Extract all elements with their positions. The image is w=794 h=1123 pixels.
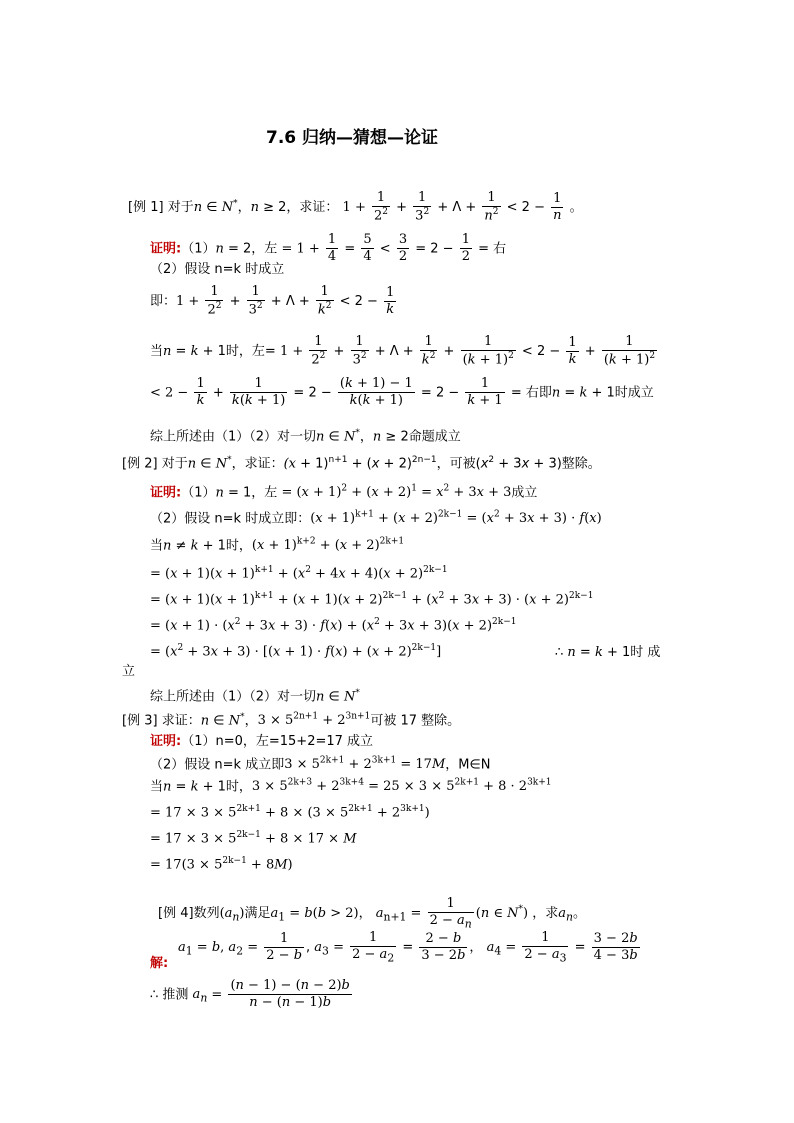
example2-hypothesis: （2）假设 n=k 时成立即：$(x + 1)^{k+1} + (x + 2)^{2k-1} = (x^2 + 3x + 3) \cdot f(x)$	[150, 510, 602, 527]
example2-line1: = $(x + 1)(x + 1)^{k+1} + (x^2 + 4x + 4)(x + 2)^{2k-1}$	[150, 565, 448, 582]
example1-conclusion: 综上所述由（1）（2）对一切n ∈ N*，n ≥ 2命题成立	[150, 428, 461, 445]
example2-step3: 当n ≠ k + 1时，$(x + 1)^{k+2} + (x + 2)^{2k+1}$	[150, 537, 405, 554]
example2-step1: 证明:（1）n = 1，左 = $(x + 1)^2 + (x + 2)^1 = x^2 + 3x + 3$成立	[150, 484, 538, 501]
example2-line3: = $(x + 1) \cdot (x^2 + 3x + 3) \cdot f(x) + (x^2 + 3x + 3)(x + 2)^{2k-1}$	[150, 617, 517, 634]
example4-question: [例 4]数列$(a_n)$满足$a_1 = b(b > 2)$， $a_{n+1}$ = $\frac{1}{2 - a_n}$ (n ∈ N*) ，求$a_n$。	[158, 896, 586, 931]
example2-line-wrap: 立	[122, 664, 136, 679]
example1-step4: < 2 − $\frac{1}{k}$ + $\frac{1}{k(k + 1)}$ = 2 − $\frac{(k + 1) - 1}{k(k + 1)}$ = 2 − $\frac{1}{k + 1}$ = 右即n = k + 1时成立	[150, 376, 654, 409]
example1-hypothesis-formula: 即：1 + $\frac{1}{2^2}$ + $\frac{1}{3^2}$ + Λ + $\frac{1}{k^2}$ < 2 − $\frac{1}{k}$	[150, 284, 395, 318]
example4-terms: $a_1 = b$, $a_2$ = $\frac{1}{2 - b}$ , $a_3$ = $\frac{1}{2 - a_2}$ = $\frac{2 - b}{3 - 2b}$ ， $a_4$ = $\frac{1}{2 - a_3}$ = $\frac{3 - 2b}{4 - 3b}$	[178, 930, 638, 965]
example2-question: [例 2] 对于n ∈ N*，求证：$(x + 1)^{n+1} + (x + 2)^{2n-1}$，可被$(x^2 + 3x + 3)$整除。	[122, 455, 601, 472]
example2-line4: = $(x^2 + 3x + 3) \cdot [(x + 1) \cdot f(x) + (x + 2)^{2k-1}]$	[150, 643, 442, 660]
example1-hypothesis: （2）假设 n=k 时成立	[150, 262, 285, 277]
example1-step3: 当n = k + 1时，左= 1 + $\frac{1}{2^2}$ + $\frac{1}{3^2}$ + Λ + $\frac{1}{k^2}$ + $\frac{1}{(k + 1)^2}$ < 2 − $\frac{1}{k}$ + $\frac{1}{(k + 1)^2}$	[150, 334, 656, 368]
page-title: 7.6 归纳—猜想—论证	[266, 128, 439, 148]
example3-line1: = $17 \times 3 \times 5^{2k+1} + 8 \times (3 \times 5^{2k+1} + 2^{3k+1})$	[150, 804, 430, 821]
example3-question: [例 3] 求证：n ∈ N*，$3 \times 5^{2n+1} + 2^{3n+1}$可被 17 整除。	[122, 712, 461, 729]
example1-step1: 证明:（1）n = 2，左 = 1 + $\frac{1}{4}$ = $\frac{5}{4}$ < $\frac{3}{2}$ = 2 − $\frac{1}{2}$ = 右	[150, 232, 507, 265]
example1-question: [例 1] 对于n ∈ N*，n ≥ 2，求证： 1 + $\frac{1}{2^2}$ + $\frac{1}{3^2}$ + Λ + $\frac{1}{n^2}$ < 2 − $\frac{1}{n}$ 。	[128, 190, 583, 224]
example2-line2: = $(x + 1)(x + 1)^{k+1} + (x + 1)(x + 2)^{2k-1} + (x^2 + 3x + 3) \cdot (x + 2)^{2k-1}$	[150, 591, 594, 608]
example3-line2: = $17 \times 3 \times 5^{2k-1} + 8 \times 17 \times M$	[150, 830, 357, 847]
solution-label: 解:	[150, 956, 169, 971]
example3-hypothesis: （2）假设 n=k 成立即$3 \times 5^{2k+1} + 2^{3k+1} = 17M$，M∈N	[150, 756, 491, 773]
example4-conjecture: ∴ 推测 $a_n$ = $\frac{(n - 1) - (n - 2)b}{n - (n - 1)b}$	[150, 978, 350, 1011]
example3-step3: 当n = k + 1时，$3 \times 5^{2k+3} + 2^{3k+4} = 25 \times 3 \times 5^{2k+1} + 8 \cdot 2^{3k+1}$	[150, 778, 552, 795]
example2-conclusion: 综上所述由（1）（2）对一切n ∈ N*	[150, 688, 360, 705]
example2-therefore: ∴ n = k + 1时 成	[555, 645, 661, 660]
example3-step1: 证明:（1）n=0，左=15+2=17 成立	[150, 734, 374, 749]
example3-line3: = $17(3 \times 5^{2k-1} + 8M)$	[150, 856, 293, 873]
